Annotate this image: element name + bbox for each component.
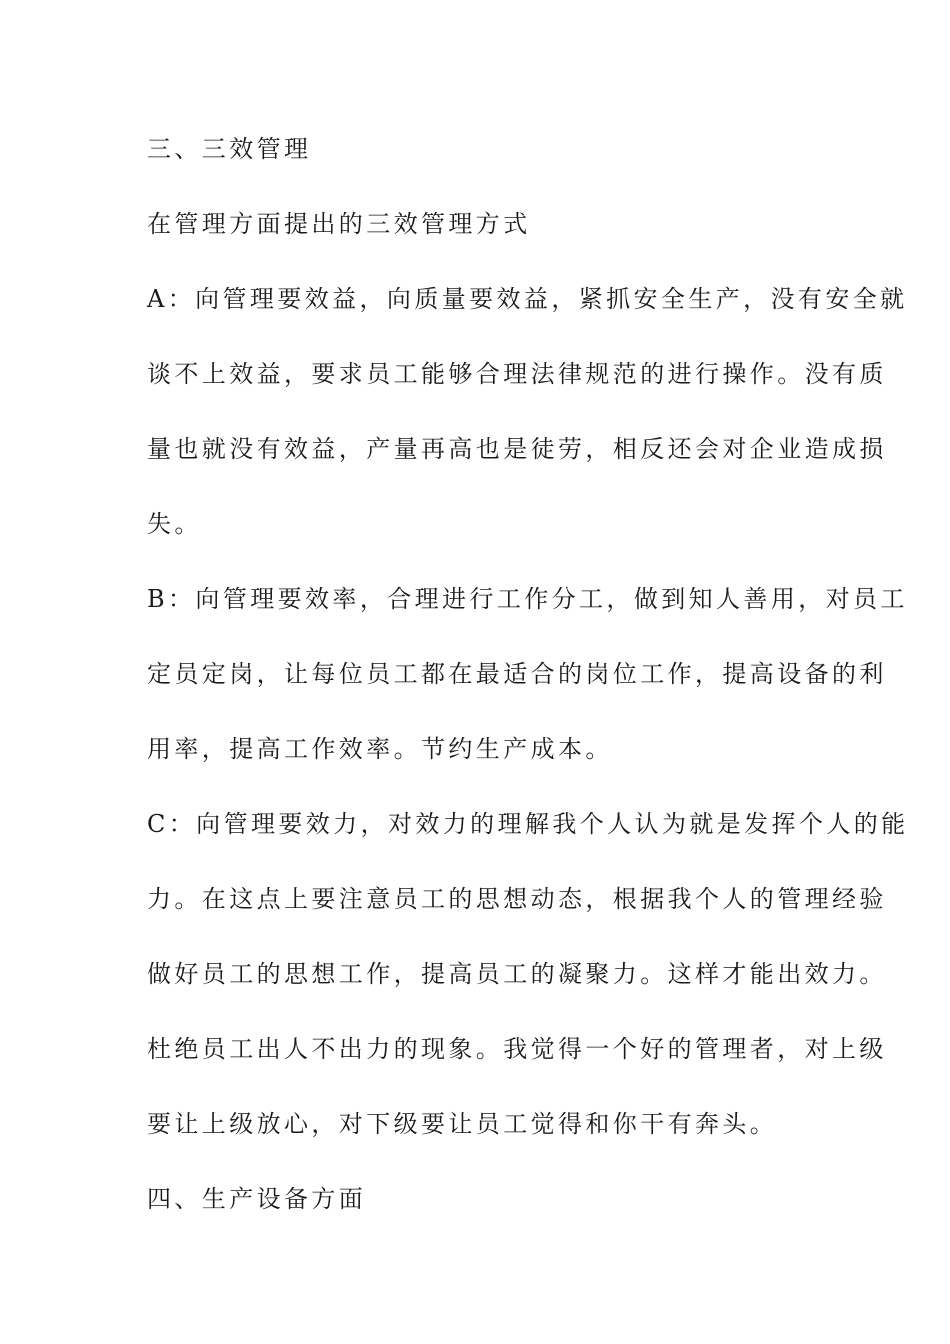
- paragraph-a-line-2: 谈不上效益，要求员工能够合理法律规范的进行操作。没有质: [147, 360, 887, 388]
- paragraph-a-line-1: A：向管理要效益，向质量要效益，紧抓安全生产，没有安全就: [147, 285, 908, 313]
- intro-line: 在管理方面提出的三效管理方式: [147, 210, 531, 238]
- paragraph-c-line-4: 杜绝员工出人不出力的现象。我觉得一个好的管理者，对上级: [147, 1035, 887, 1063]
- paragraph-a-line-3: 量也就没有效益，产量再高也是徒劳，相反还会对企业造成损: [147, 435, 887, 463]
- paragraph-b-line-3: 用率，提高工作效率。节约生产成本。: [147, 735, 613, 763]
- paragraph-b-line-2: 定员定岗，让每位员工都在最适合的岗位工作，提高设备的利: [147, 660, 887, 688]
- paragraph-c-line-3: 做好员工的思想工作，提高员工的凝聚力。这样才能出效力。: [147, 960, 887, 988]
- paragraph-c-line-1: C：向管理要效力，对效力的理解我个人认为就是发挥个人的能: [147, 810, 909, 838]
- section-heading-3: 三、三效管理: [147, 135, 312, 163]
- paragraph-c-line-2: 力。在这点上要注意员工的思想动态，根据我个人的管理经验: [147, 885, 887, 913]
- paragraph-b-line-1: B：向管理要效率，合理进行工作分工，做到知人善用，对员工: [147, 585, 908, 613]
- section-heading-4: 四、生产设备方面: [147, 1185, 367, 1213]
- paragraph-a-line-4: 失。: [147, 510, 202, 538]
- paragraph-c-line-5: 要让上级放心，对下级要让员工觉得和你干有奔头。: [147, 1110, 778, 1138]
